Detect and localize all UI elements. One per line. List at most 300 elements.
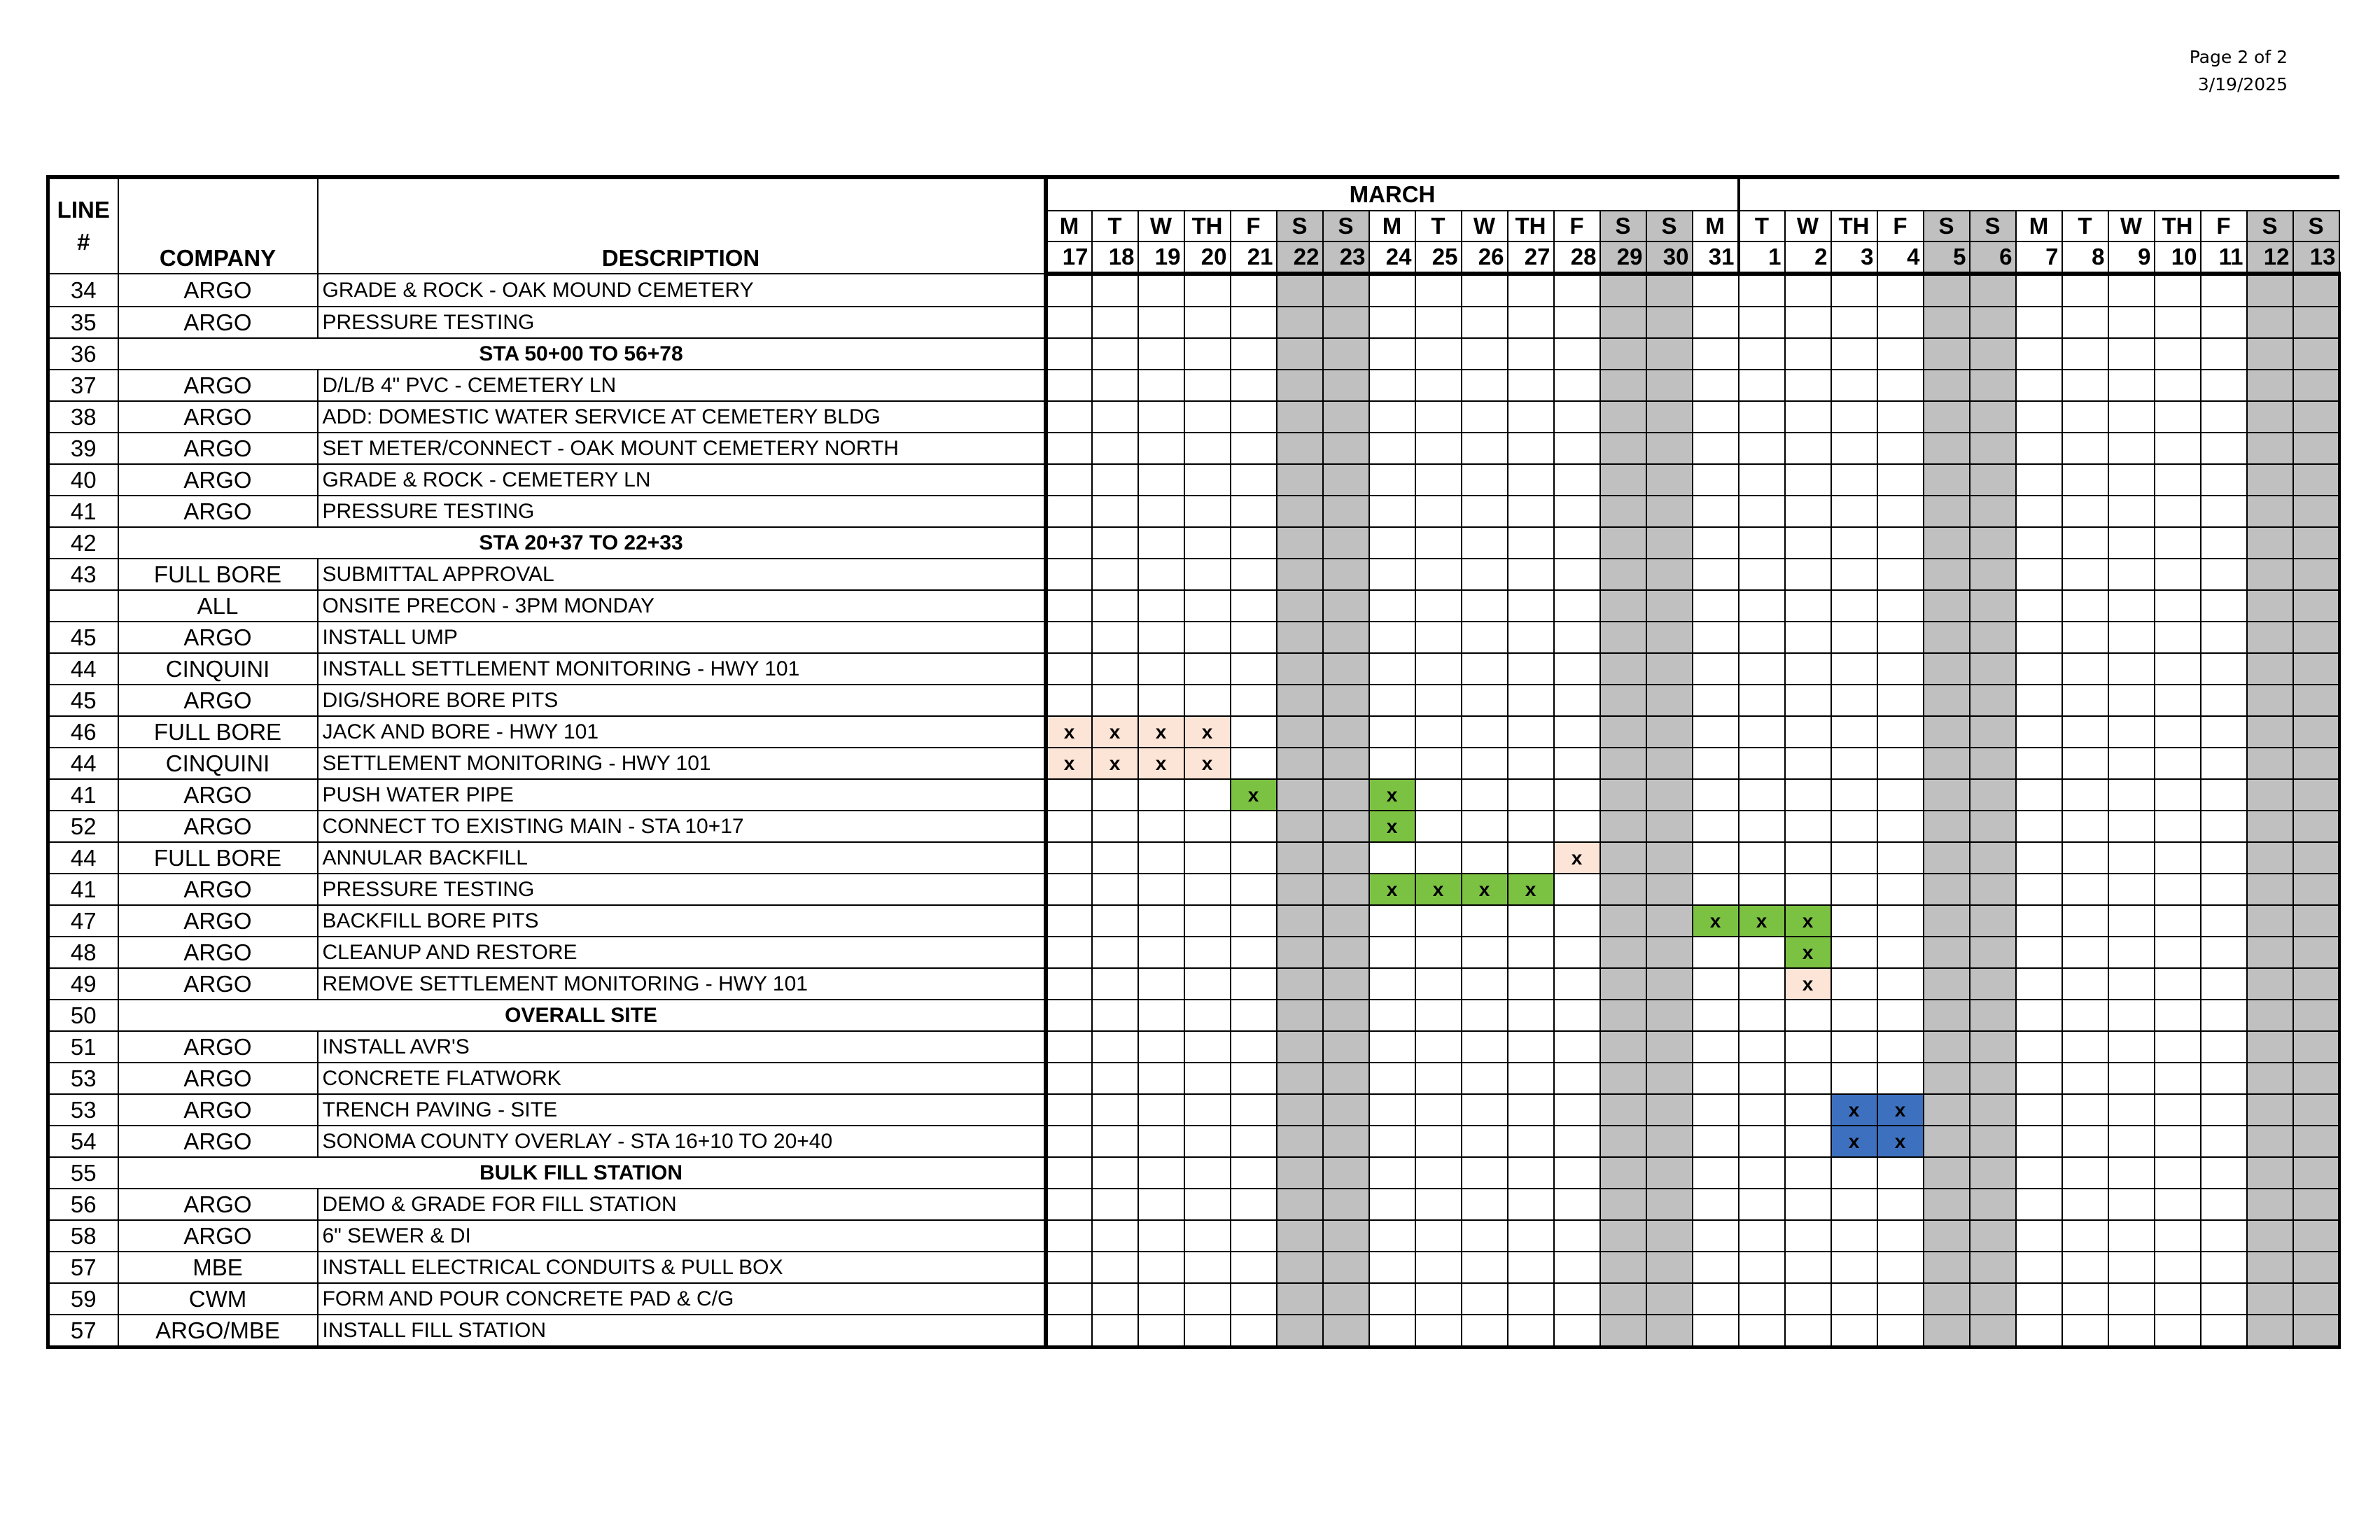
schedule-cell bbox=[1231, 905, 1277, 937]
schedule-cell bbox=[1600, 590, 1646, 622]
description: PRESSURE TESTING bbox=[318, 307, 1046, 338]
schedule-cell bbox=[1369, 1283, 1415, 1315]
schedule-cell bbox=[1785, 1220, 1831, 1252]
schedule-cell bbox=[1739, 653, 1785, 685]
schedule-cell bbox=[1184, 496, 1231, 527]
schedule-cell bbox=[2062, 527, 2108, 559]
schedule-cell bbox=[2293, 274, 2339, 307]
day-of-week: S bbox=[1323, 211, 1369, 241]
schedule-cell bbox=[1277, 307, 1323, 338]
schedule-cell bbox=[1508, 1220, 1554, 1252]
schedule-cell bbox=[2108, 370, 2155, 401]
schedule-cell bbox=[1831, 874, 1877, 905]
schedule-cell bbox=[2293, 1157, 2339, 1189]
schedule-cell bbox=[1369, 653, 1415, 685]
schedule-cell bbox=[1646, 527, 1693, 559]
schedule-cell bbox=[2155, 1000, 2201, 1031]
schedule-cell bbox=[1554, 1252, 1600, 1283]
schedule-cell bbox=[2062, 559, 2108, 590]
company: ARGO bbox=[118, 622, 318, 653]
schedule-cell bbox=[2201, 968, 2247, 1000]
line-number: 36 bbox=[48, 338, 118, 370]
schedule-cell bbox=[1323, 1031, 1369, 1063]
schedule-cell bbox=[1092, 307, 1138, 338]
schedule-cell bbox=[1924, 1252, 1970, 1283]
schedule-cell bbox=[1092, 842, 1138, 874]
schedule-cell bbox=[1508, 905, 1554, 937]
table-row bbox=[48, 1252, 2339, 1283]
schedule-cell bbox=[1646, 338, 1693, 370]
schedule-cell bbox=[1739, 968, 1785, 1000]
schedule-cell bbox=[2155, 653, 2201, 685]
schedule-cell bbox=[2247, 937, 2293, 968]
schedule-cell bbox=[2201, 811, 2247, 842]
schedule-mark: x bbox=[1785, 968, 1831, 1000]
schedule-cell bbox=[2016, 1063, 2062, 1094]
schedule-cell bbox=[2247, 685, 2293, 716]
schedule-cell bbox=[1924, 274, 1970, 307]
company: CWM bbox=[118, 1283, 318, 1315]
schedule-cell bbox=[2201, 1220, 2247, 1252]
schedule-cell bbox=[1138, 811, 1184, 842]
day-of-week: M bbox=[1693, 211, 1739, 241]
schedule-cell bbox=[2247, 1094, 2293, 1126]
schedule-cell bbox=[1323, 401, 1369, 433]
schedule-cell bbox=[1415, 370, 1462, 401]
schedule-cell bbox=[1600, 559, 1646, 590]
schedule-cell bbox=[1646, 274, 1693, 307]
day-of-week: S bbox=[1277, 211, 1323, 241]
schedule-cell bbox=[1323, 496, 1369, 527]
table-row bbox=[48, 811, 2339, 842]
schedule-cell bbox=[1092, 653, 1138, 685]
schedule-cell bbox=[2201, 748, 2247, 779]
table-row bbox=[48, 1031, 2339, 1063]
schedule-cell bbox=[1831, 716, 1877, 748]
schedule-cell bbox=[2062, 496, 2108, 527]
schedule-cell bbox=[2062, 1315, 2108, 1348]
schedule-cell bbox=[1092, 968, 1138, 1000]
schedule-mark: x bbox=[1462, 874, 1508, 905]
schedule-cell bbox=[1323, 1094, 1369, 1126]
schedule-cell bbox=[1462, 464, 1508, 496]
schedule-cell bbox=[2293, 1220, 2339, 1252]
schedule-cell bbox=[1924, 968, 1970, 1000]
schedule-cell bbox=[1231, 716, 1277, 748]
schedule-cell bbox=[1877, 874, 1924, 905]
schedule-cell bbox=[2293, 653, 2339, 685]
schedule-cell bbox=[1508, 842, 1554, 874]
schedule-cell bbox=[2247, 1000, 2293, 1031]
schedule-cell bbox=[2016, 622, 2062, 653]
schedule-cell bbox=[1831, 433, 1877, 464]
schedule-cell bbox=[1462, 1315, 1508, 1348]
schedule-cell bbox=[1554, 968, 1600, 1000]
schedule-cell bbox=[1739, 842, 1785, 874]
schedule-cell bbox=[2293, 1252, 2339, 1283]
schedule-cell bbox=[2293, 748, 2339, 779]
schedule-cell bbox=[1693, 1220, 1739, 1252]
schedule-cell bbox=[1323, 779, 1369, 811]
schedule-cell bbox=[2062, 307, 2108, 338]
schedule-cell bbox=[1277, 622, 1323, 653]
schedule-cell bbox=[1693, 370, 1739, 401]
schedule-cell bbox=[2062, 1220, 2108, 1252]
schedule-mark: x bbox=[1785, 937, 1831, 968]
schedule-cell bbox=[1277, 1126, 1323, 1157]
schedule-cell bbox=[1277, 1283, 1323, 1315]
schedule-cell bbox=[1462, 1220, 1508, 1252]
day-date: 26 bbox=[1462, 241, 1508, 274]
schedule-cell bbox=[1231, 685, 1277, 716]
schedule-cell bbox=[1831, 559, 1877, 590]
schedule-cell bbox=[1092, 338, 1138, 370]
schedule-cell bbox=[1600, 370, 1646, 401]
schedule-cell bbox=[1600, 274, 1646, 307]
schedule-cell bbox=[1508, 1189, 1554, 1220]
schedule-cell bbox=[1970, 653, 2016, 685]
schedule-cell bbox=[2155, 464, 2201, 496]
line-number: 35 bbox=[48, 307, 118, 338]
schedule-cell bbox=[1184, 559, 1231, 590]
schedule-mark: x bbox=[1231, 779, 1277, 811]
schedule-cell bbox=[1323, 1189, 1369, 1220]
schedule-cell bbox=[1693, 937, 1739, 968]
schedule-cell bbox=[1323, 748, 1369, 779]
schedule-mark: x bbox=[1831, 1126, 1877, 1157]
schedule-cell bbox=[1231, 1031, 1277, 1063]
schedule-cell bbox=[1046, 496, 1092, 527]
schedule-cell bbox=[1646, 1094, 1693, 1126]
schedule-cell bbox=[1554, 1283, 1600, 1315]
schedule-cell bbox=[1646, 1031, 1693, 1063]
schedule-cell bbox=[1554, 527, 1600, 559]
schedule-cell bbox=[1600, 1157, 1646, 1189]
schedule-cell bbox=[2155, 905, 2201, 937]
schedule-cell bbox=[1970, 590, 2016, 622]
schedule-cell bbox=[1693, 464, 1739, 496]
schedule-cell bbox=[1785, 653, 1831, 685]
schedule-cell bbox=[1092, 1315, 1138, 1348]
schedule-cell bbox=[1046, 842, 1092, 874]
schedule-cell bbox=[2247, 779, 2293, 811]
schedule-cell bbox=[1600, 464, 1646, 496]
line-number: 57 bbox=[48, 1252, 118, 1283]
schedule-cell bbox=[1970, 338, 2016, 370]
schedule-cell bbox=[1231, 1252, 1277, 1283]
schedule-cell bbox=[1092, 937, 1138, 968]
schedule-cell bbox=[1785, 811, 1831, 842]
line-number: 45 bbox=[48, 622, 118, 653]
description: D/L/B 4" PVC - CEMETERY LN bbox=[318, 370, 1046, 401]
schedule-cell bbox=[1970, 559, 2016, 590]
schedule-mark: x bbox=[1184, 748, 1231, 779]
schedule-cell bbox=[1739, 338, 1785, 370]
schedule-cell bbox=[1277, 716, 1323, 748]
schedule-cell bbox=[1739, 811, 1785, 842]
table-row bbox=[48, 464, 2339, 496]
schedule-cell bbox=[2247, 401, 2293, 433]
schedule-cell bbox=[2247, 1189, 2293, 1220]
schedule-cell bbox=[1924, 1031, 1970, 1063]
schedule-cell bbox=[1831, 1220, 1877, 1252]
schedule-cell bbox=[1785, 590, 1831, 622]
day-of-week: M bbox=[1369, 211, 1415, 241]
schedule-cell bbox=[2155, 1315, 2201, 1348]
schedule-cell bbox=[1924, 716, 1970, 748]
day-of-week: M bbox=[2016, 211, 2062, 241]
schedule-cell bbox=[1554, 905, 1600, 937]
schedule-cell bbox=[1785, 401, 1831, 433]
schedule-cell bbox=[1693, 274, 1739, 307]
schedule-cell bbox=[2247, 1283, 2293, 1315]
schedule-cell bbox=[1785, 716, 1831, 748]
schedule-cell bbox=[1231, 1220, 1277, 1252]
schedule-cell bbox=[1554, 590, 1600, 622]
schedule-cell bbox=[1693, 1283, 1739, 1315]
schedule-cell bbox=[1693, 1189, 1739, 1220]
line-number: 54 bbox=[48, 1126, 118, 1157]
schedule-cell bbox=[1462, 1126, 1508, 1157]
schedule-cell bbox=[1739, 433, 1785, 464]
schedule-cell bbox=[1739, 1031, 1785, 1063]
schedule-cell bbox=[2247, 1126, 2293, 1157]
schedule-cell bbox=[1231, 401, 1277, 433]
schedule-cell bbox=[1924, 1157, 1970, 1189]
schedule-cell bbox=[1231, 653, 1277, 685]
table-row bbox=[48, 968, 2339, 1000]
schedule-cell bbox=[2201, 842, 2247, 874]
description: INSTALL SETTLEMENT MONITORING - HWY 101 bbox=[318, 653, 1046, 685]
schedule-cell bbox=[2108, 1189, 2155, 1220]
schedule-cell bbox=[1277, 1315, 1323, 1348]
schedule-cell bbox=[1277, 590, 1323, 622]
schedule-cell bbox=[2201, 1031, 2247, 1063]
schedule-cell bbox=[1415, 1063, 1462, 1094]
schedule-cell bbox=[2016, 307, 2062, 338]
schedule-mark: x bbox=[1554, 842, 1600, 874]
schedule-cell bbox=[1415, 905, 1462, 937]
schedule-cell bbox=[1739, 1000, 1785, 1031]
schedule-cell bbox=[1369, 1094, 1415, 1126]
schedule-cell bbox=[1646, 1315, 1693, 1348]
schedule-mark: x bbox=[1369, 874, 1415, 905]
schedule-cell bbox=[1184, 937, 1231, 968]
line-number: 42 bbox=[48, 527, 118, 559]
schedule-cell bbox=[1785, 1094, 1831, 1126]
day-date: 21 bbox=[1231, 241, 1277, 274]
schedule-cell bbox=[1877, 1283, 1924, 1315]
line-number: 41 bbox=[48, 496, 118, 527]
section-heading: STA 50+00 TO 56+78 bbox=[118, 338, 1046, 370]
schedule-cell bbox=[1231, 937, 1277, 968]
schedule-cell bbox=[2247, 496, 2293, 527]
schedule-cell bbox=[1184, 874, 1231, 905]
schedule-cell bbox=[1046, 559, 1092, 590]
description: GRADE & ROCK - CEMETERY LN bbox=[318, 464, 1046, 496]
header-description: DESCRIPTION bbox=[318, 177, 1046, 274]
schedule-cell bbox=[1231, 590, 1277, 622]
schedule-cell bbox=[2062, 874, 2108, 905]
schedule-cell bbox=[1877, 1189, 1924, 1220]
schedule-cell bbox=[1693, 338, 1739, 370]
line-number: 38 bbox=[48, 401, 118, 433]
schedule-cell bbox=[2108, 811, 2155, 842]
schedule-cell bbox=[1831, 685, 1877, 716]
schedule-cell bbox=[1462, 496, 1508, 527]
schedule-cell bbox=[1600, 653, 1646, 685]
schedule-cell bbox=[1231, 274, 1277, 307]
company: ARGO bbox=[118, 1094, 318, 1126]
schedule-cell bbox=[1785, 685, 1831, 716]
schedule-cell bbox=[1462, 748, 1508, 779]
schedule-cell bbox=[2062, 1094, 2108, 1126]
schedule-cell bbox=[1924, 307, 1970, 338]
company: ARGO bbox=[118, 685, 318, 716]
schedule-cell bbox=[1277, 905, 1323, 937]
schedule-cell bbox=[1092, 622, 1138, 653]
schedule-cell bbox=[1277, 433, 1323, 464]
schedule-cell bbox=[2108, 622, 2155, 653]
schedule-cell bbox=[2062, 1189, 2108, 1220]
schedule-cell bbox=[2016, 716, 2062, 748]
schedule-cell bbox=[2062, 401, 2108, 433]
schedule-cell bbox=[2155, 338, 2201, 370]
schedule-cell bbox=[2247, 653, 2293, 685]
description: INSTALL FILL STATION bbox=[318, 1315, 1046, 1348]
day-of-week: TH bbox=[1831, 211, 1877, 241]
schedule-cell bbox=[2155, 559, 2201, 590]
day-date: 3 bbox=[1831, 241, 1877, 274]
schedule-cell bbox=[1646, 1126, 1693, 1157]
schedule-cell bbox=[1277, 274, 1323, 307]
schedule-cell bbox=[1184, 274, 1231, 307]
schedule-cell bbox=[1970, 716, 2016, 748]
schedule-cell bbox=[2155, 307, 2201, 338]
schedule-mark: x bbox=[1739, 905, 1785, 937]
schedule-cell bbox=[1924, 622, 1970, 653]
table-row bbox=[48, 716, 2339, 748]
schedule-cell bbox=[1415, 559, 1462, 590]
schedule-cell bbox=[2293, 716, 2339, 748]
schedule-mark: x bbox=[1831, 1094, 1877, 1126]
schedule-cell bbox=[2108, 1094, 2155, 1126]
company: ARGO bbox=[118, 1063, 318, 1094]
page-number: Page 2 of 2 bbox=[2189, 47, 2288, 67]
company: ARGO bbox=[118, 811, 318, 842]
schedule-cell bbox=[2247, 433, 2293, 464]
schedule-cell bbox=[1508, 653, 1554, 685]
schedule-cell bbox=[1138, 1031, 1184, 1063]
schedule-cell bbox=[1508, 779, 1554, 811]
schedule-cell bbox=[2155, 401, 2201, 433]
schedule-cell bbox=[1277, 527, 1323, 559]
schedule-cell bbox=[2293, 842, 2339, 874]
schedule-cell bbox=[1277, 1220, 1323, 1252]
schedule-cell bbox=[1369, 338, 1415, 370]
schedule-cell bbox=[1462, 1189, 1508, 1220]
description: SONOMA COUNTY OVERLAY - STA 16+10 TO 20+40 bbox=[318, 1126, 1046, 1157]
schedule-cell bbox=[2155, 622, 2201, 653]
schedule-cell bbox=[1785, 1157, 1831, 1189]
schedule-cell bbox=[1646, 464, 1693, 496]
schedule-cell bbox=[1184, 527, 1231, 559]
table-row bbox=[48, 370, 2339, 401]
schedule-cell bbox=[2201, 496, 2247, 527]
schedule-cell bbox=[1831, 811, 1877, 842]
schedule-cell bbox=[1369, 1220, 1415, 1252]
schedule-cell bbox=[1924, 1126, 1970, 1157]
schedule-cell bbox=[1415, 527, 1462, 559]
schedule-cell bbox=[1600, 1063, 1646, 1094]
schedule-cell bbox=[2201, 653, 2247, 685]
schedule-cell bbox=[2062, 1000, 2108, 1031]
schedule-cell bbox=[1369, 464, 1415, 496]
schedule-cell bbox=[2201, 685, 2247, 716]
schedule-cell bbox=[1600, 937, 1646, 968]
schedule-cell bbox=[2155, 274, 2201, 307]
line-number: 55 bbox=[48, 1157, 118, 1189]
schedule-cell bbox=[2247, 748, 2293, 779]
schedule-cell bbox=[1924, 496, 1970, 527]
schedule-cell bbox=[1184, 338, 1231, 370]
schedule-cell bbox=[1693, 1094, 1739, 1126]
schedule-cell bbox=[1831, 905, 1877, 937]
schedule-cell bbox=[1138, 653, 1184, 685]
schedule-cell bbox=[1693, 527, 1739, 559]
schedule-cell bbox=[1831, 1031, 1877, 1063]
day-date: 9 bbox=[2108, 241, 2155, 274]
schedule-cell bbox=[2293, 527, 2339, 559]
line-number: 57 bbox=[48, 1315, 118, 1348]
schedule-cell bbox=[1785, 874, 1831, 905]
schedule-cell bbox=[1323, 716, 1369, 748]
schedule-cell bbox=[1646, 937, 1693, 968]
schedule-cell bbox=[1046, 1000, 1092, 1031]
schedule-cell bbox=[1970, 274, 2016, 307]
schedule-cell bbox=[1508, 685, 1554, 716]
schedule-cell bbox=[2293, 1315, 2339, 1348]
table-row bbox=[48, 905, 2339, 937]
company: CINQUINI bbox=[118, 748, 318, 779]
company: FULL BORE bbox=[118, 716, 318, 748]
schedule-cell bbox=[1092, 274, 1138, 307]
schedule-cell bbox=[1600, 1220, 1646, 1252]
schedule-cell bbox=[1924, 464, 1970, 496]
schedule-cell bbox=[2201, 779, 2247, 811]
schedule-cell bbox=[1693, 590, 1739, 622]
line-number: 53 bbox=[48, 1094, 118, 1126]
description: INSTALL UMP bbox=[318, 622, 1046, 653]
line-number: 44 bbox=[48, 653, 118, 685]
schedule-cell bbox=[1554, 748, 1600, 779]
day-of-week: T bbox=[1092, 211, 1138, 241]
schedule-cell bbox=[1877, 842, 1924, 874]
table-row bbox=[48, 874, 2339, 905]
schedule-mark: x bbox=[1092, 748, 1138, 779]
schedule-cell bbox=[2247, 1031, 2293, 1063]
schedule-cell bbox=[2293, 968, 2339, 1000]
schedule-cell bbox=[1138, 1252, 1184, 1283]
schedule-cell bbox=[1554, 622, 1600, 653]
schedule-cell bbox=[2155, 937, 2201, 968]
schedule-cell bbox=[1831, 1063, 1877, 1094]
schedule-cell bbox=[2293, 401, 2339, 433]
schedule-cell bbox=[2155, 716, 2201, 748]
schedule-cell bbox=[1554, 811, 1600, 842]
schedule-cell bbox=[1785, 1063, 1831, 1094]
schedule-cell bbox=[1877, 1315, 1924, 1348]
